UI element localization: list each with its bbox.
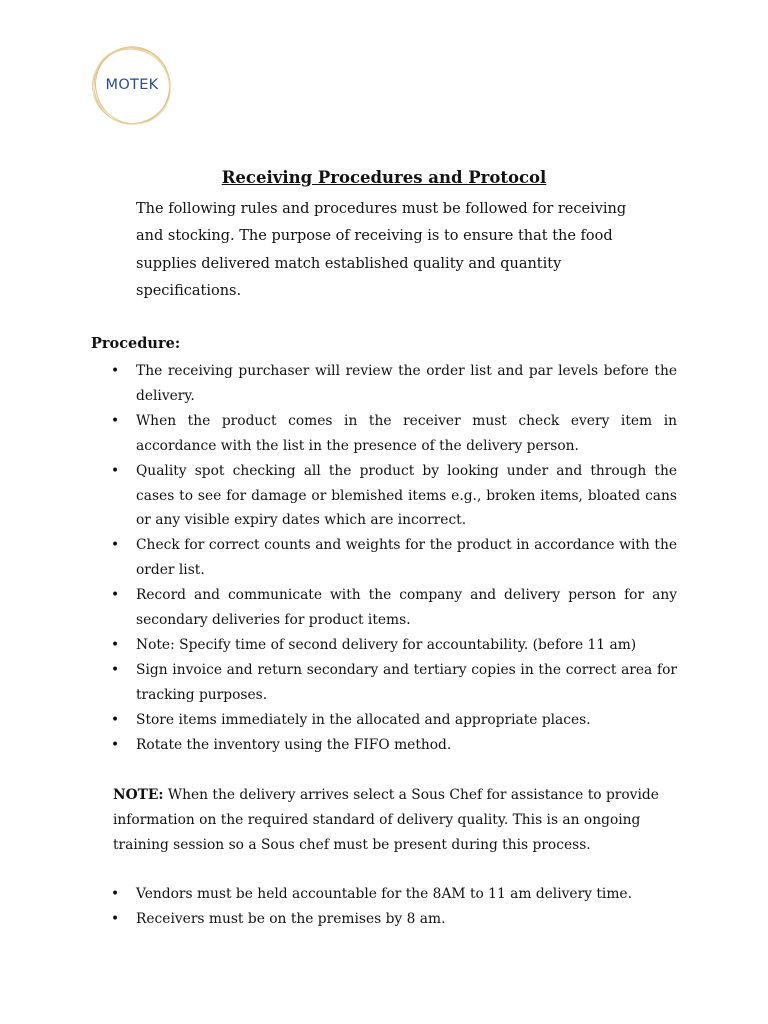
intro-paragraph: The following rules and procedures must be followed for receiving and stocking. The purpose of receiving is to ensure that the food supplies delivered match established quality and quantity specifications. — [136, 201, 627, 299]
list-item — [111, 658, 677, 708]
note-label: NOTE: — [113, 787, 164, 803]
note-paragraph — [113, 783, 673, 858]
bullet-icon: • — [111, 711, 120, 728]
bullet-icon: • — [111, 910, 120, 927]
bullet-icon: • — [111, 636, 120, 653]
list-item — [111, 409, 677, 459]
bullet-icon: • — [111, 363, 120, 379]
list-item-text: Check for correct counts and weights for the product in accordance with the order list. — [136, 537, 677, 579]
list-item-text: Sign invoice and return secondary and tertiary copies in the correct area for tracking purposes. — [136, 661, 677, 703]
list-item-text: Store items immediately in the allocated and appropriate places. — [136, 711, 591, 728]
page-title: Receiving Procedures and Protocol — [221, 168, 547, 187]
bullet-icon: • — [111, 886, 120, 902]
list-item — [111, 907, 677, 932]
bullet-icon: • — [111, 736, 120, 753]
procedure-heading: Procedure: — [91, 335, 181, 352]
list-item-text: Vendors must be held accountable for the 8AM to 11 am delivery time. — [136, 886, 632, 902]
list-item-text: Record and communicate with the company and delivery person for any secondary deliveries for product items. — [136, 587, 677, 629]
list-item-text: Quality spot checking all the product by looking under and through the cases to see for damage or blemished items e.g., broken items, bloated cans or any visible expiry dates which are incorrect. — [136, 462, 677, 529]
bullet-icon: • — [111, 661, 120, 678]
bullet-icon: • — [111, 537, 120, 554]
procedure-list — [111, 359, 677, 758]
list-item-text: Note: Specify time of second delivery for accountability. (before 11 am) — [136, 636, 637, 653]
list-item-text: Receivers must be on the premises by 8 am. — [136, 910, 446, 927]
company-logo — [86, 40, 178, 132]
list-item — [111, 633, 677, 658]
logo-text: MOTEK — [105, 77, 159, 93]
list-item — [111, 583, 677, 633]
list-item — [111, 882, 677, 907]
list-item-text: When the product comes in the receiver must check every item in accordance with the list in the presence of the delivery person. — [136, 412, 677, 454]
list-item — [111, 359, 677, 409]
list-item — [111, 733, 677, 758]
bullet-icon: • — [111, 587, 120, 604]
list-item — [111, 708, 677, 733]
bullet-icon: • — [111, 412, 120, 429]
list-item-text: The receiving purchaser will review the order list and par levels before the delivery. — [136, 363, 677, 404]
requirements-list — [111, 882, 677, 932]
bullet-icon: • — [111, 462, 120, 479]
list-item — [111, 533, 677, 583]
note-text: When the delivery arrives select a Sous Chef for assistance to provide information on the required standard of delivery quality. This is an ongoing training session so a Sous chef must be present during this process. — [113, 787, 659, 853]
list-item — [111, 459, 677, 534]
list-item-text: Rotate the inventory using the FIFO method. — [136, 736, 452, 753]
